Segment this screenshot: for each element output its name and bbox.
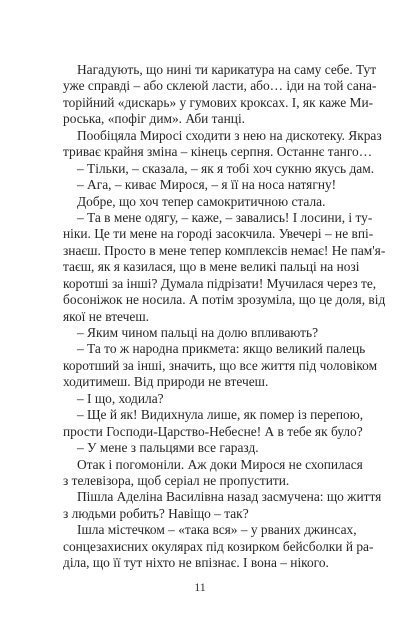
text-line: – У мене з пальцями все гаразд. xyxy=(77,440,259,456)
text-line: знаєш. Просто в мене тепер комплексів немає! Не пам'я- xyxy=(63,242,386,258)
text-line: – Ага, – киває Мирося, – я її на носа натягну! xyxy=(77,177,337,193)
text-line: – Яким чином пальці на долю впливають? xyxy=(77,325,319,340)
text-line: – Тільки, – сказала, – як я тобі хоч сукню якусь дам. xyxy=(77,160,375,176)
text-line: коротші за інші? Думала підрізати! Мучилася через те, xyxy=(63,275,377,291)
text-line: прости Господи-Царство-Небесне! А в тебе як було? xyxy=(63,423,363,439)
text-line: – Та то ж народна прикмета: якщо великий палець xyxy=(77,341,366,357)
text-line: триває крайня зміна – кінець серпня. Останнє танго… xyxy=(63,144,373,160)
text-line: ходитимеш. Від природи не втечеш. xyxy=(63,374,269,390)
text-line: – Ще й як! Видихнула лише, як помер із перепою, xyxy=(77,407,364,423)
page-number: 11 xyxy=(194,580,206,594)
text-line: роська, «пофіг дим». Аби танці. xyxy=(63,111,246,127)
text-line: Нагадують, що нині ти карикатура на саму себе. Тут xyxy=(77,62,377,77)
text-line: сонцезахисних окулярах під козирком бейсболки й ра- xyxy=(63,538,374,554)
text-line: уже справді – або склеюй ласти, або… іди на той сана- xyxy=(63,78,377,94)
text-line: Добре, що хоч тепер самокритичною стала. xyxy=(77,193,326,209)
text-line: таєш, як я казилася, що в мене великі пальці на нозі xyxy=(63,259,360,275)
text-line: торійний «дискарь» у гумових кроксах. І, як каже Ми- xyxy=(63,94,374,110)
text-line: босоніжок не носила. А потім зрозуміла, що це доля, від xyxy=(63,292,386,308)
text-line: коротший за інші, значить, що все життя під чоловіком xyxy=(63,357,378,373)
text-line: – Та в мене одягу, – каже, – завались! І лосини, і ту- xyxy=(77,209,373,225)
text-line: з людьми робить? Навіщо – так? xyxy=(63,505,249,521)
text-line: – І що, ходила? xyxy=(77,390,164,406)
text-line: з телевізора, щоб серіал не пропустити. xyxy=(63,472,290,488)
text-line: Отак і погомоніли. Аж доки Мирося не схопилася xyxy=(77,456,363,472)
text-line: Пообіцяла Миросі сходити з нею на дискотеку. Якраз xyxy=(77,127,382,143)
text-line: діла, що її тут ніхто не впізнає. І вона – нікого. xyxy=(63,555,329,571)
text-line: Ішла містечком – «така вся» – у рваних джинсах, xyxy=(77,522,357,538)
text-line: ніки. Це ти мене на городі засокчила. Увечері – не впі- xyxy=(63,226,374,242)
text-line: якої не втечеш. xyxy=(63,308,149,324)
body-text xyxy=(63,62,386,572)
text-line: Пішла Аделіна Василівна назад засмучена: що життя xyxy=(77,489,382,505)
